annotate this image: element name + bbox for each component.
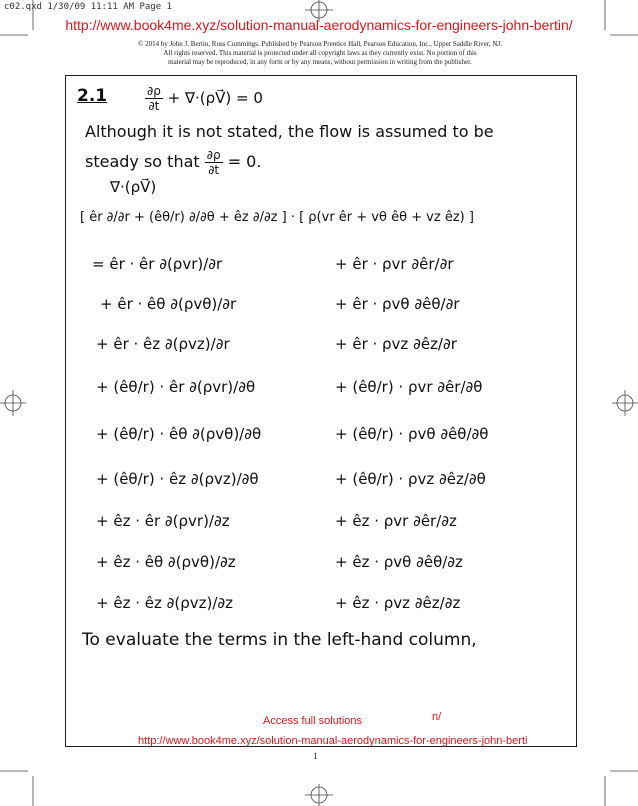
expansion-right: + êz · ρvθ ∂êθ/∂z (335, 553, 463, 571)
header-meta: c02.qxd 1/30/09 11:11 AM Page 1 (4, 2, 172, 12)
expansion-right: + êz · ρvz ∂êz/∂z (335, 594, 461, 612)
expansion-left: + êr · êθ ∂(ρvθ)/∂r (100, 295, 237, 313)
expansion-right: + (êθ/r) · ρvθ ∂êθ/∂θ (335, 425, 489, 443)
expansion-right: + êr · ρvθ ∂êθ/∂r (335, 295, 460, 313)
text-line: To evaluate the terms in the left-hand column, (82, 630, 477, 650)
text-fragment: = 0. (227, 152, 262, 171)
fraction-denominator: ∂t (148, 99, 160, 113)
expansion-right: + êr · ρvz ∂êz/∂r (335, 335, 457, 353)
text-fragment: steady so that (85, 152, 200, 171)
text-line (85, 148, 261, 177)
divergence-expression: ∇·(ρV⃗) (110, 178, 157, 196)
expansion-left: + êz · êr ∂(ρvr)/∂z (96, 512, 230, 530)
access-tail-text: n/ (432, 711, 442, 723)
fraction-denominator: ∂t (208, 163, 220, 177)
top-url-link[interactable]: http://www.book4me.xyz/solution-manual-aerodynamics-for-engineers-john-bertin/ (65, 17, 573, 33)
expansion-left: = êr · êr ∂(ρvr)/∂r (92, 255, 223, 273)
bottom-url-link[interactable]: http://www.book4me.xyz/solution-manual-aerodynamics-for-engineers-john-berti (138, 735, 528, 747)
expansion-left: + êz · êθ ∂(ρvθ)/∂z (96, 553, 236, 571)
continuity-rest: + ∇·(ρV⃗) = 0 (167, 89, 263, 107)
expansion-left: + (êθ/r) · êr ∂(ρvr)/∂θ (96, 378, 256, 396)
expansion-right: + (êθ/r) · ρvz ∂êz/∂θ (335, 470, 486, 488)
copyright-line: © 2014 by John J. Bertin, Russ Cummings. Published by Pearson Prentice Hall, Pearson Education, Inc., Upper Saddle River, NJ. (138, 40, 502, 48)
text-line: Although it is not stated, the flow is assumed to be (85, 122, 494, 141)
page-number: 1 (313, 751, 318, 761)
time-derivative (145, 84, 163, 113)
fraction-numerator: ∂ρ (147, 84, 161, 98)
expansion-left: + (êθ/r) · êz ∂(ρvz)/∂θ (96, 470, 259, 488)
copyright-line: All rights reserved. This material is protected under all copyright laws as they currently exist. No portion of this (163, 49, 477, 57)
expansion-right: + êr · ρvr ∂êr/∂r (335, 255, 454, 273)
fraction-numerator: ∂ρ (206, 148, 221, 162)
expansion-left: + êr · êz ∂(ρvz)/∂r (96, 335, 230, 353)
operator-line: [ êr ∂/∂r + (êθ/r) ∂/∂θ + êz ∂/∂z ] · [ ρ(vr êr + vθ êθ + vz êz) ] (80, 210, 474, 225)
copyright-line: material may be reproduced, in any form or by any means, without permission in writing from the publisher. (168, 58, 472, 66)
problem-number: 2.1 (77, 86, 108, 106)
expansion-left: + êz · êz ∂(ρvz)/∂z (96, 594, 234, 612)
expansion-left: + (êθ/r) · êθ ∂(ρvθ)/∂θ (96, 425, 262, 443)
expansion-right: + êz · ρvr ∂êr/∂z (335, 512, 457, 530)
continuity-equation (145, 84, 263, 113)
time-derivative (205, 148, 223, 177)
access-solutions-link[interactable]: Access full solutions (263, 715, 363, 727)
expansion-right: + (êθ/r) · ρvr ∂êr/∂θ (335, 378, 483, 396)
